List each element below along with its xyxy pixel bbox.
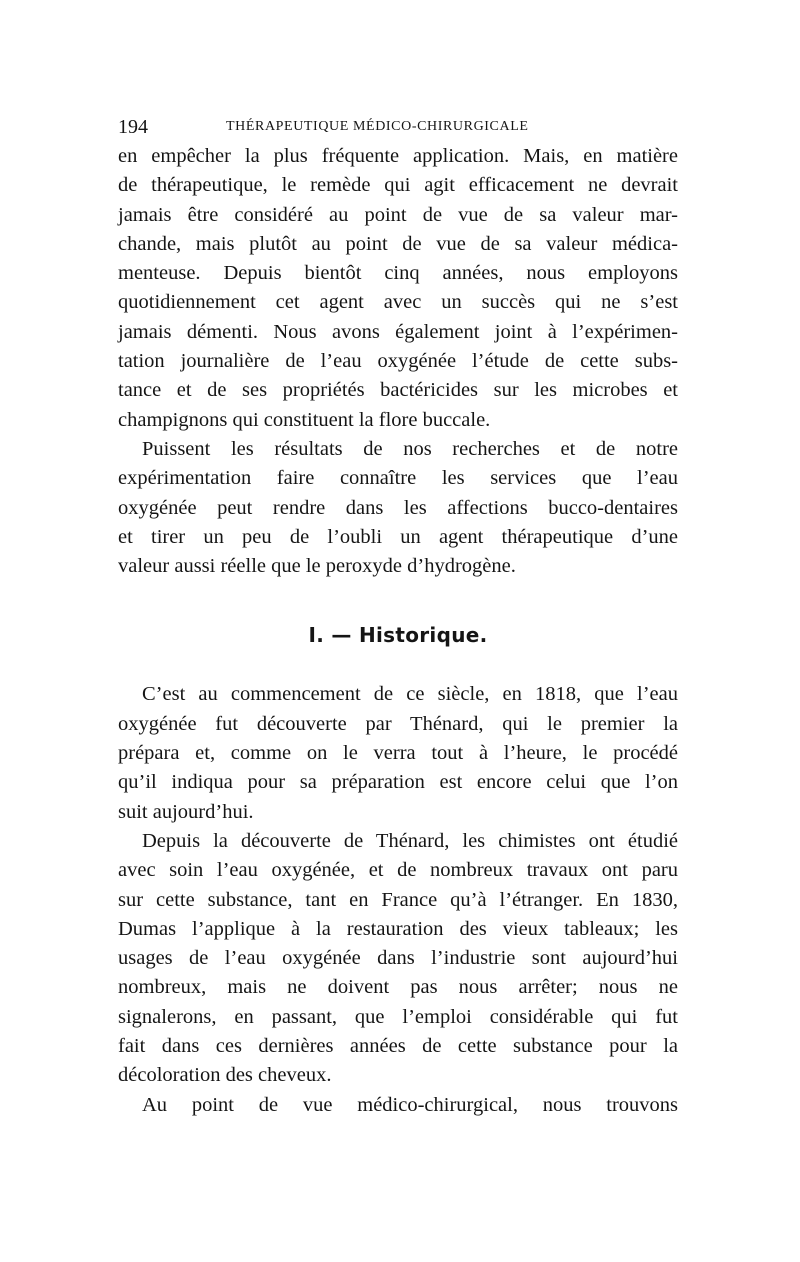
book-page (118, 112, 678, 1120)
text-line: décoloration des cheveux. (118, 1064, 332, 1087)
text-line: champignons qui constituent la flore buccale. (118, 408, 491, 431)
text-line: quotidiennement cet agent avec un succès qui ne s’est (118, 291, 678, 314)
text-line: expérimentation faire connaître les services que l’eau (118, 467, 678, 490)
text-line: Depuis la découverte de Thénard, les chimistes ont étudié (142, 829, 678, 852)
text-line: qu’il indiqua pour sa préparation est encore celui que l’on (118, 771, 678, 794)
page-number: 194 (118, 116, 148, 138)
text-line: C’est au commencement de ce siècle, en 1818, que l’eau (142, 683, 678, 706)
text-line: en empêcher la plus fréquente application. Mais, en matière (118, 145, 678, 167)
text-line: prépara et, comme on le verra tout à l’heure, le procédé (118, 742, 678, 765)
text-line: signalerons, en passant, que l’emploi considérable qui fut (118, 1005, 678, 1028)
text-line: jamais être considéré au point de vue de sa valeur mar- (118, 203, 678, 226)
text-line: tation journalière de l’eau oxygénée l’étude de cette subs- (118, 350, 678, 373)
text-line: Puissent les résultats de nos recherches et de notre (142, 437, 678, 460)
text-line: suit aujourd’hui. (118, 800, 254, 823)
text-line: sur cette substance, tant en France qu’à l’étranger. En 1830, (118, 888, 678, 911)
running-header (118, 112, 678, 142)
text-line: oxygénée peut rendre dans les affections bucco-dentaires (118, 496, 678, 519)
text-line: de thérapeutique, le remède qui agit efficacement ne devrait (118, 174, 678, 197)
text-line: et tirer un peu de l’oubli un agent thérapeutique d’une (118, 525, 678, 548)
text-line: fait dans ces dernières années de cette substance pour la (118, 1035, 678, 1058)
intro-text (118, 142, 678, 581)
text-line: usages de l’eau oxygénée dans l’industrie sont aujourd’hui (118, 947, 678, 970)
text-line: Au point de vue médico-chirurgical, nous trouvons (142, 1093, 678, 1116)
text-line: nombreux, mais ne doivent pas nous arrêter; nous ne (118, 976, 678, 999)
paragraph-closing-introduction (118, 142, 678, 435)
text-line: tance et de ses propriétés bactéricides sur les microbes et (118, 379, 678, 402)
text-line: chande, mais plutôt au point de vue de sa valeur médica- (118, 232, 678, 255)
paragraph-medical-surgical (118, 1091, 678, 1120)
paragraph-discovery (118, 680, 678, 826)
paragraph-research-results (118, 435, 678, 581)
text-line: avec soin l’eau oxygénée, et de nombreux travaux ont paru (118, 859, 678, 882)
text-line: valeur aussi réelle que le peroxyde d’hydrogène. (118, 555, 516, 578)
running-title: THÉRAPEUTIQUE MÉDICO-CHIRURGICALE (226, 119, 529, 134)
section-heading: I. — Historique. (308, 623, 488, 648)
paragraph-chemical-studies (118, 827, 678, 1091)
text-line: oxygénée fut découverte par Thénard, qui le premier la (118, 712, 678, 735)
historique-section (118, 680, 678, 1119)
text-line: menteuse. Depuis bientôt cinq années, nous employons (118, 262, 678, 285)
text-line: jamais démenti. Nous avons également joint à l’expérimen- (118, 320, 678, 343)
text-line: Dumas l’applique à la restauration des vieux tableaux; les (118, 917, 678, 940)
